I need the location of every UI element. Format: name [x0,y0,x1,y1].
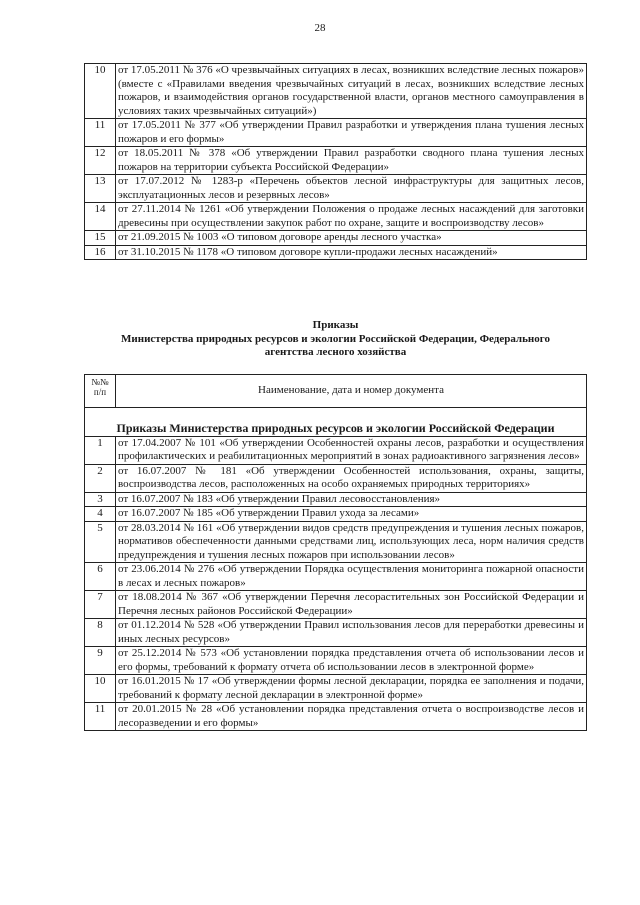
section-heading [84,319,587,360]
row-number: 11 [85,703,116,731]
table-row [85,119,587,147]
heading-line-2: Министерства природных ресурсов и экологии Российской Федерации, Федерального [121,332,550,345]
row-document: от 21.09.2015 № 1003 «О типовом договоре аренды лесного участка» [116,231,587,246]
row-number: 2 [85,464,116,492]
row-document: от 27.11.2014 № 1261 «Об утверждении Положения о продаже лесных насаждений для заготовки древесины при осуществлении закупок работ по охране, защите и воспроизводству лесов» [116,203,587,231]
table-row [85,591,587,619]
table-row [85,175,587,203]
row-document: от 17.04.2007 № 101 «Об утверждении Особенностей охраны лесов, разработки и осуществления профилактических и реабилитационных мероприятий в зонах радиоактивного загрязнения лесов» [116,436,587,464]
row-document: от 01.12.2014 № 528 «Об утверждении Правил использования лесов для переработки древесины и иных лесных ресурсов» [116,619,587,647]
row-number: 5 [85,521,116,563]
table-row [85,245,587,260]
row-document: от 16.01.2015 № 17 «Об утверждении формы лесной декларации, порядка ее заполнения и подачи, требований к формату лесной декларации в электронной форме» [116,675,587,703]
table-row [85,703,587,731]
table-row [85,647,587,675]
row-document: от 16.07.2007 № 183 «Об утверждении Правил лесовосстановления» [116,492,587,507]
row-number: 15 [85,231,116,246]
section-row [85,408,587,437]
table-row [85,521,587,563]
table-row [85,203,587,231]
table-row [85,675,587,703]
page-number: 28 [314,22,326,34]
row-number: 10 [85,675,116,703]
row-document: от 16.07.2007 № 181 «Об утверждении Особенностей использования, охраны, защиты, воспроизводства лесов, расположенных на особо охраняемых природных территориях» [116,464,587,492]
table-row [85,619,587,647]
row-number: 10 [85,64,116,119]
row-number: 3 [85,492,116,507]
row-document: от 18.08.2014 № 367 «Об утверждении Перечня лесорастительных зон Российской Федерации и Перечня лесных районов Российской Федерации» [116,591,587,619]
table-row [85,147,587,175]
row-document: от 28.03.2014 № 161 «Об утверждении видов средств предупреждения и тушения лесных пожаров, нормативов обеспеченности данными средствами лиц, использующих леса, норм наличия средств предупреждения и тушения лесных пожаров при использовании лесов» [116,521,587,563]
documents-table-continued [84,63,587,260]
header-number: №№ п/п [85,375,116,408]
row-number: 4 [85,507,116,522]
table-row [85,563,587,591]
row-number: 8 [85,619,116,647]
row-number: 14 [85,203,116,231]
row-document: от 20.01.2015 № 28 «Об установлении порядка представления отчета о воспроизводстве лесов и лесоразведении и его формы» [116,703,587,731]
row-number: 11 [85,119,116,147]
table-row [85,436,587,464]
row-number: 7 [85,591,116,619]
table-row [85,64,587,119]
row-number: 13 [85,175,116,203]
row-document: от 18.05.2011 № 378 «Об утверждении Правил разработки сводного плана тушения лесных пожаров на территории субъекта Российской Федерации» [116,147,587,175]
row-number: 1 [85,436,116,464]
table-row [85,231,587,246]
row-document: от 25.12.2014 № 573 «Об установлении порядка представления отчета об использовании лесов и его формы, требований к формату отчета об использовании лесов в электронной форме» [116,647,587,675]
table-row [85,492,587,507]
row-number: 16 [85,245,116,260]
heading-line-3: агентства лесного хозяйства [264,346,407,358]
row-number: 12 [85,147,116,175]
table-header-row [85,375,587,408]
heading-line-1: Приказы [312,319,359,331]
row-document: от 17.07.2012 № 1283-р «Перечень объектов лесной инфраструктуры для защитных лесов, эксплуатационных лесов и резервных лесов» [116,175,587,203]
section-title: Приказы Министерства природных ресурсов и экологии Российской Федерации [85,408,587,437]
row-document: от 17.05.2011 № 376 «О чрезвычайных ситуациях в лесах, возникших вследствие лесных пожаров» (вместе с «Правилами введения чрезвычайных ситуаций в лесах, возникших вследствие лесных пожаров, и взаимодействия органов государственной власти, органов местного самоуправления в условиях таких чрезвычайных ситуаций») [116,64,587,119]
row-document: от 23.06.2014 № 276 «Об утверждении Порядка осуществления мониторинга пожарной опасности в лесах и лесных пожаров» [116,563,587,591]
row-document: от 17.05.2011 № 377 «Об утверждении Правил разработки и утверждения плана тушения лесных пожаров и его формы» [116,119,587,147]
row-number: 6 [85,563,116,591]
row-document: от 31.10.2015 № 1178 «О типовом договоре купли-продажи лесных насаждений» [116,245,587,260]
header-title: Наименование, дата и номер документа [116,375,587,408]
row-number: 9 [85,647,116,675]
table-row [85,507,587,522]
row-document: от 16.07.2007 № 185 «Об утверждении Правил ухода за лесами» [116,507,587,522]
orders-table [84,374,587,731]
table-row [85,464,587,492]
